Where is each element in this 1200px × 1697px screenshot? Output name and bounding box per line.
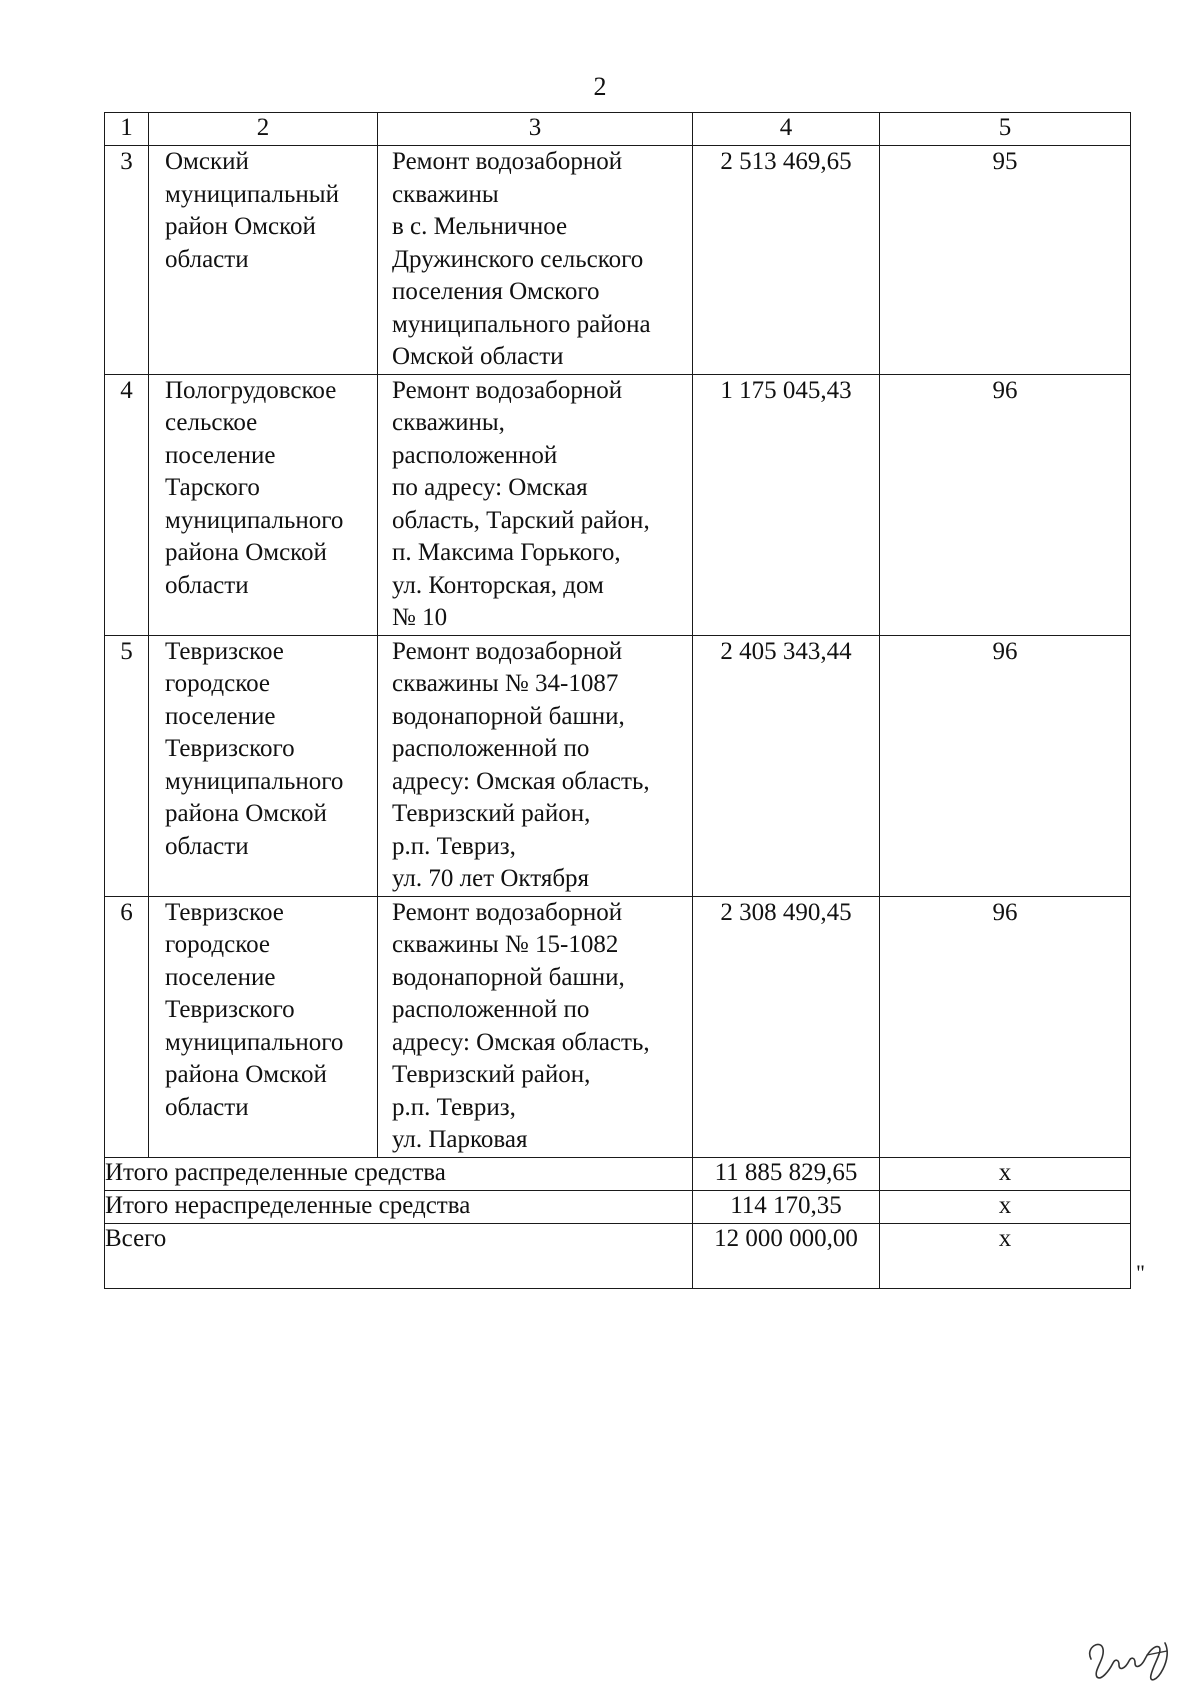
object-line: по адресу: Омская (392, 474, 588, 501)
object-line: Дружинского сельского (392, 245, 644, 273)
recipient-line: Тевризское (165, 637, 284, 665)
amount-cell: 2 513 469,65 (693, 146, 880, 375)
recipient-line: муниципальный (165, 180, 339, 208)
recipient-cell (149, 896, 378, 1157)
total-label: Всего (105, 1223, 693, 1288)
recipient-line: области (165, 245, 249, 273)
object-line: Ремонт водозаборной (392, 376, 623, 404)
handwritten-signature-icon (1083, 1625, 1179, 1685)
recipient-line: области (165, 832, 249, 860)
object-line: Ремонт водозаборной (392, 148, 623, 175)
header-cell: 3 (378, 113, 693, 146)
object-cell (378, 896, 693, 1157)
table-header-row (105, 113, 1131, 146)
table-row (105, 635, 1131, 896)
page-number: 2 (593, 72, 607, 101)
total-label: Итого нераспределенные средства (105, 1190, 693, 1223)
object-cell (378, 146, 693, 375)
percent-cell: 96 (880, 896, 1131, 1157)
recipient-line: области (165, 1093, 249, 1121)
object-line: адресу: Омская область, (392, 1028, 650, 1056)
recipient-line: поселение (165, 441, 276, 469)
amount-cell: 1 175 045,43 (693, 374, 880, 635)
object-line: муниципального района (392, 310, 651, 338)
recipient-line: поселение (165, 702, 276, 730)
object-line: расположенной по (392, 735, 590, 762)
header-cell: 1 (105, 113, 149, 146)
recipient-line: области (165, 571, 249, 599)
total-row (105, 1190, 1131, 1223)
object-line: расположенной по (392, 996, 590, 1023)
recipient-line: Тевризского (165, 996, 295, 1023)
object-cell (378, 635, 693, 896)
object-line: поселения Омского (392, 278, 600, 305)
recipient-line: поселение (165, 963, 276, 991)
recipient-cell (149, 146, 378, 375)
total-label: Итого распределенные средства (105, 1157, 693, 1190)
object-line: Омской области (392, 343, 564, 370)
object-line: адресу: Омская область, (392, 767, 650, 795)
object-line: в с. Мельничное (392, 213, 568, 240)
recipient-line: муниципального (165, 767, 344, 795)
header-cell: 4 (693, 113, 880, 146)
recipient-line: района Омской (165, 1061, 327, 1088)
recipient-line: Тевризское (165, 898, 284, 926)
row-number-cell: 4 (105, 374, 149, 635)
object-cell (378, 374, 693, 635)
total-amount: 114 170,35 (693, 1190, 880, 1223)
object-line: № 10 (392, 604, 448, 631)
recipient-line: Тевризского (165, 735, 295, 762)
object-line: водонапорной башни, (392, 702, 625, 730)
recipient-line: муниципального (165, 1028, 344, 1056)
row-number-cell: 5 (105, 635, 149, 896)
object-line: расположенной (392, 441, 558, 469)
object-line: р.п. Тевриз, (392, 1093, 516, 1121)
recipient-line: район Омской (165, 213, 316, 240)
closing-quote: " (1136, 1260, 1145, 1285)
object-line: Ремонт водозаборной (392, 898, 623, 926)
table-row (105, 374, 1131, 635)
table-row (105, 896, 1131, 1157)
header-cell: 5 (880, 113, 1131, 146)
total-mark: х (880, 1190, 1131, 1223)
object-line: скважины № 15-1082 (392, 931, 619, 958)
recipient-line: района Омской (165, 539, 327, 566)
recipient-line: городское (165, 931, 271, 958)
amount-cell: 2 308 490,45 (693, 896, 880, 1157)
amount-cell: 2 405 343,44 (693, 635, 880, 896)
object-line: ул. 70 лет Октября (392, 865, 590, 892)
object-line: область, Тарский район, (392, 506, 650, 534)
row-number-cell: 3 (105, 146, 149, 375)
object-line: скважины № 34-1087 (392, 670, 619, 697)
total-amount: 12 000 000,00 (693, 1223, 880, 1288)
total-row (105, 1157, 1131, 1190)
recipient-line: муниципального (165, 506, 344, 534)
recipient-line: Пологрудовское (165, 376, 337, 404)
funds-distribution-table (104, 112, 1131, 1289)
total-row (105, 1223, 1131, 1288)
total-amount: 11 885 829,65 (693, 1157, 880, 1190)
object-line: Тевризский район, (392, 1061, 591, 1088)
object-line: скважины, (392, 409, 505, 436)
object-line: п. Максима Горького, (392, 539, 621, 566)
percent-cell: 96 (880, 374, 1131, 635)
recipient-cell (149, 635, 378, 896)
total-mark: х (880, 1157, 1131, 1190)
recipient-line: Омский (165, 148, 249, 175)
object-line: ул. Парковая (392, 1126, 528, 1153)
object-line: скважины (392, 180, 499, 208)
object-line: ул. Конторская, дом (392, 571, 604, 599)
recipient-line: городское (165, 670, 271, 697)
object-line: Тевризский район, (392, 800, 591, 827)
total-mark: х (880, 1223, 1131, 1288)
recipient-line: района Омской (165, 800, 327, 827)
recipient-line: сельское (165, 409, 258, 436)
object-line: р.п. Тевриз, (392, 832, 516, 860)
recipient-line: Тарского (165, 474, 260, 501)
row-number-cell: 6 (105, 896, 149, 1157)
percent-cell: 95 (880, 146, 1131, 375)
recipient-cell (149, 374, 378, 635)
header-cell: 2 (149, 113, 378, 146)
object-line: водонапорной башни, (392, 963, 625, 991)
object-line: Ремонт водозаборной (392, 637, 623, 665)
percent-cell: 96 (880, 635, 1131, 896)
table-row (105, 146, 1131, 375)
